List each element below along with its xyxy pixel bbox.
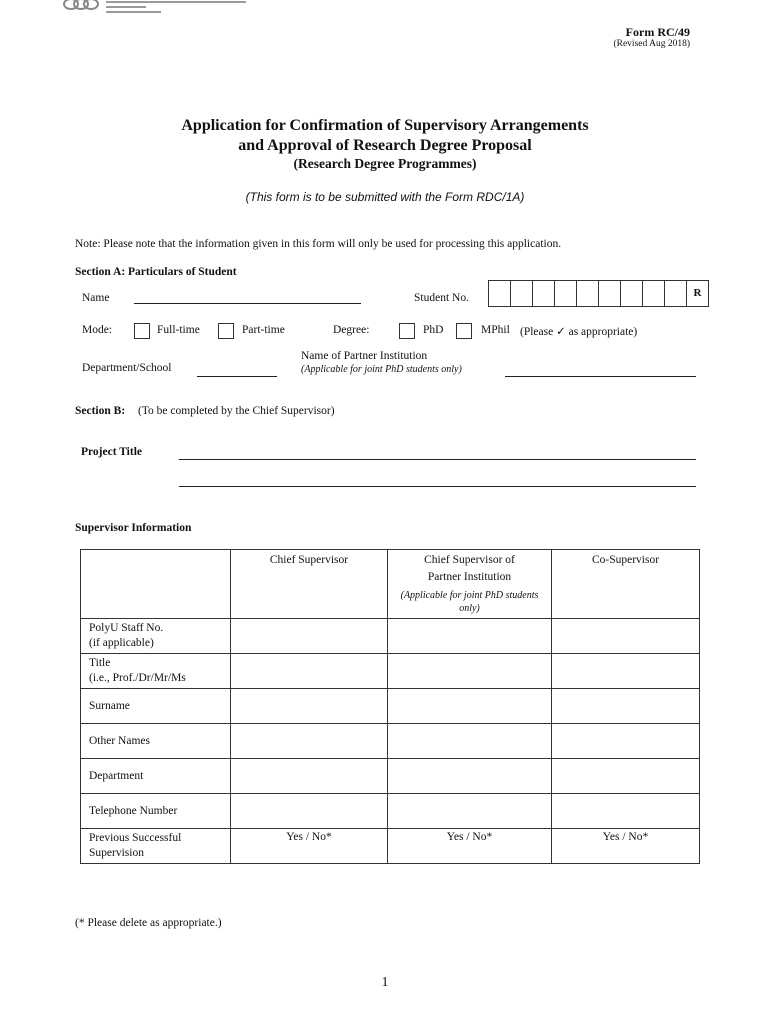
cell-chief-telephone[interactable] xyxy=(231,794,388,829)
row-label-line: Previous Successful xyxy=(89,832,182,844)
cell-co-other-names[interactable] xyxy=(552,724,700,759)
department-label: Department/School xyxy=(82,362,172,374)
mode-label: Mode: xyxy=(82,324,113,336)
cell-chief-yes-no[interactable]: Yes / No* xyxy=(231,829,388,864)
header-co-supervisor-label: Co-Supervisor xyxy=(591,554,660,566)
form-revision: (Revised Aug 2018) xyxy=(613,39,690,49)
cell-chief-other-names[interactable] xyxy=(231,724,388,759)
student-no-digit-box[interactable] xyxy=(488,280,511,307)
header-partner-note: (Applicable for joint PhD students only) xyxy=(400,590,539,614)
cell-co-yes-no[interactable]: Yes / No* xyxy=(552,829,700,864)
row-label-staff-no xyxy=(81,619,231,654)
section-b-heading: Section B: xyxy=(75,405,126,417)
supervisor-info-table xyxy=(80,549,700,864)
mphil-label: MPhil xyxy=(481,324,510,336)
project-title-label: Project Title xyxy=(81,446,142,458)
student-no-suffix: R xyxy=(686,280,709,307)
student-no-digit-box[interactable] xyxy=(642,280,665,307)
cell-partner-yes-no[interactable]: Yes / No* xyxy=(388,829,552,864)
cell-chief-staff-no[interactable] xyxy=(231,619,388,654)
form-subtitle: (This form is to be submitted with the Form RDC/1A) xyxy=(245,190,525,204)
student-no-digit-box[interactable] xyxy=(510,280,533,307)
form-code: Form RC/49 xyxy=(625,25,690,39)
form-title-line2: and Approval of Research Degree Proposal xyxy=(238,137,532,154)
table-row xyxy=(81,654,700,689)
row-label-line: Supervision xyxy=(89,847,144,859)
note-text: Note: Please note that the information given in this form will only be used for processing this application. xyxy=(75,238,562,250)
cell-co-title[interactable] xyxy=(552,654,700,689)
student-no-digit-box[interactable] xyxy=(532,280,555,307)
full-time-label: Full-time xyxy=(157,324,200,336)
name-label: Name xyxy=(82,292,110,304)
logo-mark-icon xyxy=(62,0,100,12)
project-title-input-line-2[interactable] xyxy=(179,486,696,487)
cell-chief-department[interactable] xyxy=(231,759,388,794)
cell-co-staff-no[interactable] xyxy=(552,619,700,654)
cell-co-surname[interactable] xyxy=(552,689,700,724)
partner-institution-label: Name of Partner Institution xyxy=(301,350,428,362)
mphil-checkbox[interactable] xyxy=(456,323,472,339)
student-no-digit-box[interactable] xyxy=(576,280,599,307)
header-chief-supervisor xyxy=(231,550,388,619)
row-label-line: (i.e., Prof./Dr/Mr/Ms xyxy=(89,672,186,684)
student-no-label: Student No. xyxy=(414,292,469,304)
cell-partner-surname[interactable] xyxy=(388,689,552,724)
row-label-previous-supervision xyxy=(81,829,231,864)
cell-partner-department[interactable] xyxy=(388,759,552,794)
row-label-telephone: Telephone Number xyxy=(81,794,231,829)
part-time-checkbox[interactable] xyxy=(218,323,234,339)
section-a-heading: Section A: Particulars of Student xyxy=(75,266,237,278)
cell-partner-staff-no[interactable] xyxy=(388,619,552,654)
cell-partner-other-names[interactable] xyxy=(388,724,552,759)
cell-partner-telephone[interactable] xyxy=(388,794,552,829)
partner-institution-input-line[interactable] xyxy=(505,376,696,377)
header-chief-supervisor-label: Chief Supervisor xyxy=(269,554,349,566)
full-time-checkbox[interactable] xyxy=(134,323,150,339)
section-b-note: (To be completed by the Chief Supervisor) xyxy=(138,405,335,417)
cell-chief-title[interactable] xyxy=(231,654,388,689)
cell-co-department[interactable] xyxy=(552,759,700,794)
form-title-line1: Application for Confirmation of Supervisory Arrangements xyxy=(181,117,589,134)
footnote: (* Please delete as appropriate.) xyxy=(75,917,222,929)
student-no-digit-box[interactable] xyxy=(620,280,643,307)
phd-label: PhD xyxy=(423,324,444,336)
table-row xyxy=(81,689,700,724)
header-partner-supervisor xyxy=(388,550,552,619)
table-row xyxy=(81,829,700,864)
project-title-input-line-1[interactable] xyxy=(179,459,696,460)
part-time-label: Part-time xyxy=(242,324,285,336)
table-row xyxy=(81,794,700,829)
row-label-line: Title xyxy=(89,657,111,669)
table-row xyxy=(81,724,700,759)
table-header-row xyxy=(81,550,700,619)
header-partner-line2: Partner Institution xyxy=(427,571,512,583)
row-label-line: (if applicable) xyxy=(89,637,154,649)
phd-checkbox[interactable] xyxy=(399,323,415,339)
student-no-digit-box[interactable] xyxy=(554,280,577,307)
partner-institution-note: (Applicable for joint PhD students only) xyxy=(301,364,462,375)
table-row xyxy=(81,759,700,794)
form-title-line3: (Research Degree Programmes) xyxy=(293,156,477,171)
row-label-surname: Surname xyxy=(81,689,231,724)
row-label-department: Department xyxy=(81,759,231,794)
row-label-line: PolyU Staff No. xyxy=(89,622,164,634)
student-no-digit-box[interactable] xyxy=(664,280,687,307)
student-no-boxes xyxy=(488,280,709,307)
table-row xyxy=(81,619,700,654)
cell-partner-title[interactable] xyxy=(388,654,552,689)
cell-co-telephone[interactable] xyxy=(552,794,700,829)
supervisor-info-heading: Supervisor Information xyxy=(75,522,192,534)
degree-label: Degree: xyxy=(333,324,370,336)
header-co-supervisor xyxy=(552,550,700,619)
please-tick-note: (Please ✓ as appropriate) xyxy=(520,326,638,338)
student-no-digit-box[interactable] xyxy=(598,280,621,307)
row-label-title xyxy=(81,654,231,689)
university-logo xyxy=(62,0,262,18)
cell-chief-surname[interactable] xyxy=(231,689,388,724)
name-input-line[interactable] xyxy=(134,303,361,304)
row-label-other-names: Other Names xyxy=(81,724,231,759)
department-input-line[interactable] xyxy=(197,376,277,377)
header-partner-line1: Chief Supervisor of xyxy=(424,554,515,566)
table-corner-cell xyxy=(81,550,231,619)
page-number: 1 xyxy=(381,975,389,990)
